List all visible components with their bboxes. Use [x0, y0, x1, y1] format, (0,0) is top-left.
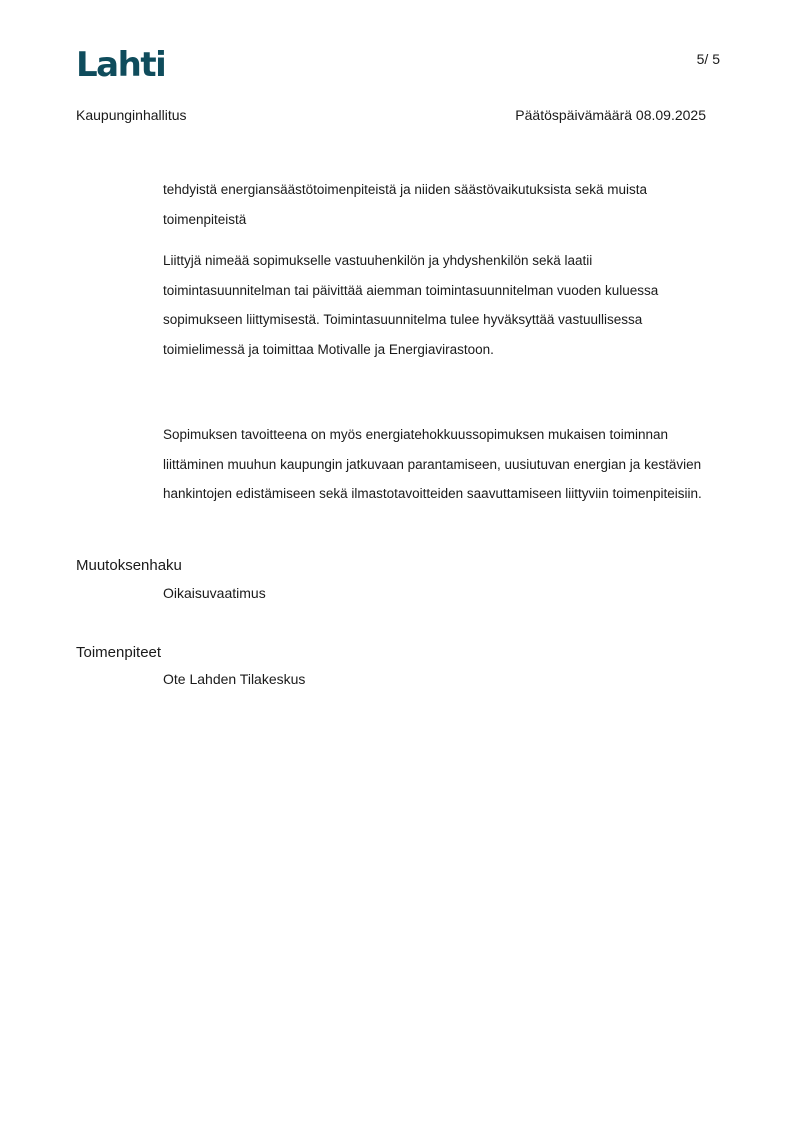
section-heading-actions: Toimenpiteet: [76, 644, 162, 661]
lahti-logo: Lahti: [76, 45, 166, 85]
body-paragraph-1: tehdyistä energiansäästötoimenpiteistä ja niiden säästövaikutuksista sekä muista toimenpiteistä: [163, 182, 648, 227]
organization-name: Kaupunginhallitus: [76, 107, 187, 123]
section-heading-appeal: Muutoksenhaku: [76, 557, 182, 574]
body-paragraph-3: Sopimuksen tavoitteena on myös energiatehokkuussopimuksen mukaisen toiminnan liittäminen muuhun kaupungin jatkuvaan parantamiseen, uusiutuvan energian ja kestävien hankintojen edistämiseen sekä ilmastotavoitteiden saavuttamiseen liittyviin toimenpiteisiin.: [163, 427, 702, 501]
decision-date: Päätöspäivämäärä 08.09.2025: [515, 107, 706, 123]
page-number: 5/ 5: [696, 51, 720, 67]
section-value-appeal: Oikaisuvaatimus: [163, 585, 266, 601]
body-paragraph-2: Liittyjä nimeää sopimukselle vastuuhenkilön ja yhdyshenkilön sekä laatii toimintasuunnitelman tai päivittää aiemman toimintasuunnitelman vuoden kuluessa sopimukseen liittymisestä. Toimintasuunnitelma tulee hyväksyttää vastuullisessa toimielimessä ja toimittaa Motivalle ja Energiavirastoon.: [163, 253, 659, 357]
section-value-actions: Ote Lahden Tilakeskus: [163, 671, 306, 687]
